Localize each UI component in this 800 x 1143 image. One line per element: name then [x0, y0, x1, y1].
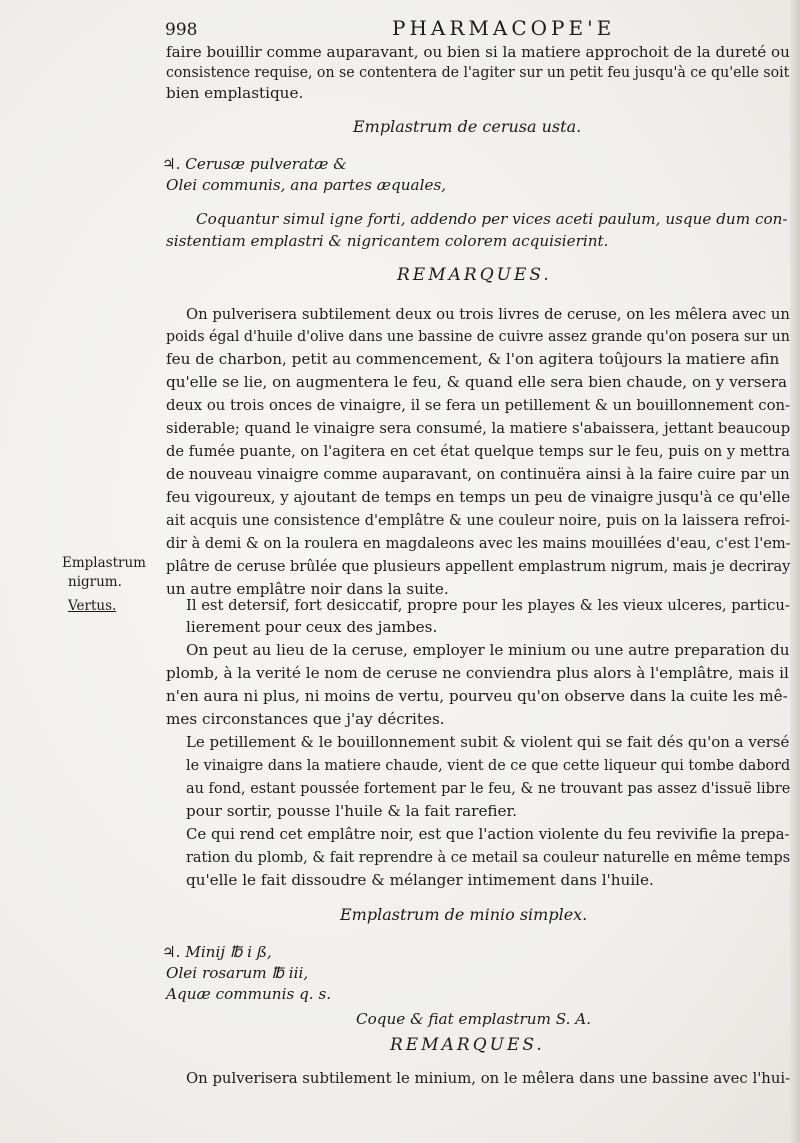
- text-line: un autre emplâtre noir dans la suite.: [166, 580, 449, 598]
- text-line: consistence requise, on se contentera de l'agiter sur un petit feu jusqu'à ce qu'elle soit: [166, 63, 790, 81]
- margin-note: nigrum.: [68, 574, 122, 590]
- page-edge-shadow: [790, 0, 800, 1143]
- text-line: de fumée puante, on l'agitera en cet état quelque temps sur le feu, puis on y mettra: [166, 442, 790, 460]
- text-line: mes circonstances que j'ay décrites.: [166, 710, 445, 728]
- text-line: ait acquis une consistence d'emplâtre & une couleur noire, puis on la laissera refroi-: [166, 511, 790, 529]
- text-line: Le petillement & le bouillonnement subit & violent qui se fait dés qu'on a versé: [186, 733, 790, 751]
- text-line: dir à demi & on la roulera en magdaleons avec les mains mouillées d'eau, c'est l'em-: [166, 534, 791, 552]
- text-line: de nouveau vinaigre comme auparavant, on continuëra ainsi à la faire cuire par un: [166, 465, 790, 483]
- text-line: On pulverisera subtilement deux ou trois livres de ceruse, on les mêlera avec un: [186, 305, 790, 323]
- text-line: lierement pour ceux des jambes.: [186, 618, 438, 636]
- remarques-heading: REMARQUES.: [397, 265, 552, 285]
- text-line: deux ou trois onces de vinaigre, il se fera un petillement & un bouillonnement con-: [166, 396, 791, 414]
- text-line: qu'elle le fait dissoudre & mélanger intimement dans l'huile.: [186, 871, 654, 889]
- recipe-line: Olei rosarum ℔ iii,: [166, 964, 309, 982]
- recipe-title: Emplastrum de cerusa usta.: [353, 117, 582, 136]
- text-line: n'en aura ni plus, ni moins de vertu, pourveu qu'on observe dans la cuite les mê-: [166, 687, 788, 705]
- recipe-line: ♃. Cerusæ pulveratæ &: [162, 155, 347, 173]
- text-line: Ce qui rend cet emplâtre noir, est que l'action violente du feu revivifie la prepa-: [186, 825, 790, 843]
- text-line: pour sortir, pousse l'huile & la fait rarefier.: [186, 802, 517, 820]
- text-line: le vinaigre dans la matiere chaude, vient de ce que cette liqueur qui tombe dabord: [186, 756, 791, 774]
- margin-note-vertus: Vertus.: [68, 598, 117, 614]
- recipe-instruction: Coquantur simul igne forti, addendo per vices aceti paulum, usque dum con-: [196, 210, 788, 228]
- text-line: On peut au lieu de la ceruse, employer le minium ou une autre preparation du: [186, 641, 790, 659]
- text-line: bien emplastique.: [166, 84, 304, 102]
- recipe-instruction: Coque & fiat emplastrum S. A.: [356, 1010, 592, 1028]
- text-line: On pulverisera subtilement le minium, on le mêlera dans une bassine avec l'hui-: [186, 1069, 791, 1087]
- text-line: feu vigoureux, y ajoutant de temps en temps un peu de vinaigre jusqu'à ce qu'elle: [166, 488, 791, 506]
- text-line: siderable; quand le vinaigre sera consumé, la matiere s'abaissera, jettant beaucoup: [166, 419, 791, 437]
- text-line: faire bouillir comme auparavant, ou bien si la matiere approchoit de la dureté ou: [166, 43, 790, 61]
- text-line: ration du plomb, & fait reprendre à ce metail sa couleur naturelle en même temps: [186, 848, 791, 866]
- text-line: qu'elle se lie, on augmentera le feu, & quand elle sera bien chaude, on y versera: [166, 373, 788, 391]
- recipe-title: Emplastrum de minio simplex.: [340, 905, 588, 924]
- text-line: plomb, à la verité le nom de ceruse ne conviendra plus alors à l'emplâtre, mais il: [166, 664, 789, 682]
- page-number: 998: [165, 20, 198, 40]
- text-line: Il est detersif, fort desiccatif, propre pour les playes & les vieux ulceres, particu-: [186, 596, 790, 614]
- recipe-instruction: sistentiam emplastri & nigricantem colorem acquisierint.: [166, 232, 609, 250]
- text-line: feu de charbon, petit au commencement, & l'on agitera toûjours la matiere afin: [166, 350, 780, 368]
- recipe-line: ♃. Minij ℔ i ß,: [162, 943, 272, 961]
- text-line: plâtre de ceruse brûlée que plusieurs appellent emplastrum nigrum, mais je decriray: [166, 557, 791, 575]
- recipe-line: Aquæ communis q. s.: [166, 985, 332, 1003]
- text-line: poids égal d'huile d'olive dans une bassine de cuivre assez grande qu'on posera sur un: [166, 327, 790, 345]
- margin-note: Emplastrum: [62, 555, 146, 571]
- text-line: au fond, estant poussée fortement par le feu, & ne trouvant pas assez d'issuë libre: [186, 779, 791, 797]
- recipe-line: Olei communis, ana partes æquales,: [166, 176, 447, 194]
- remarques-heading: REMARQUES.: [390, 1035, 545, 1055]
- running-title: PHARMACOPE'E: [392, 16, 616, 40]
